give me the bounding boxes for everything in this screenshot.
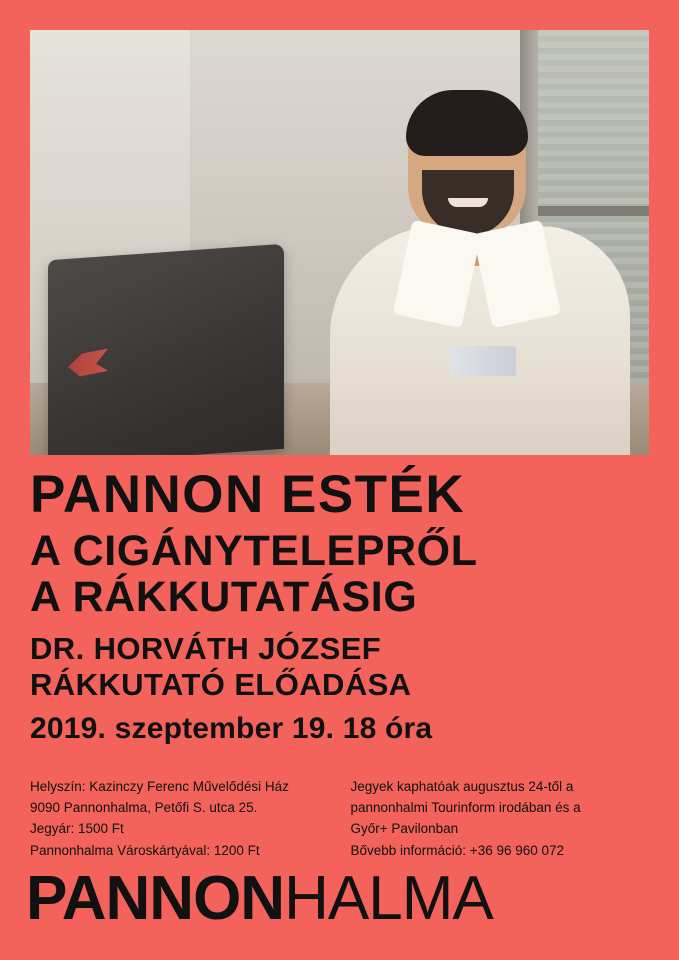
photo-person-hair: [406, 90, 528, 156]
city-wordmark-light: HALMA: [284, 864, 493, 933]
photo-person-smile: [448, 198, 488, 207]
speaker-name: DR. HORVÁTH JÓZSEF: [30, 630, 382, 666]
detail-line: pannonhalmi Tourinform irodában és a: [350, 800, 581, 816]
photo-person-eye-right: [488, 148, 504, 155]
city-wordmark: [26, 864, 654, 933]
detail-line: Pannonhalma Városkártyával: 1200 Ft: [30, 842, 260, 858]
speaker-role: RÁKKUTATÓ ELŐADÁSA: [30, 666, 412, 702]
detail-line: Jegyár: 1500 Ft: [30, 821, 124, 837]
detail-line: Győr+ Pavilonban: [350, 821, 459, 837]
detail-line: 9090 Pannonhalma, Petőfi S. utca 25.: [30, 800, 258, 816]
city-wordmark-bold: PANNON: [26, 864, 285, 933]
event-datetime: 2019. szeptember 19. 18 óra: [30, 712, 433, 746]
event-title-line-1: A CIGÁNYTELEPRŐL: [30, 527, 478, 576]
details-column-tickets: [351, 778, 650, 863]
headline-block: [30, 465, 649, 746]
photo-glass-door-rail: [538, 206, 649, 216]
photo-person-eye-left: [428, 148, 444, 155]
event-series-title: PANNON ESTÉK: [30, 465, 466, 524]
photo-background: [30, 30, 649, 455]
photo-laptop: [48, 244, 284, 455]
photo-coat-badge: [450, 346, 516, 376]
detail-line: Bővebb információ: +36 96 960 072: [350, 842, 565, 858]
detail-line: Jegyek kaphatóak augusztus 24-től a: [350, 779, 574, 794]
details-column-venue: [30, 778, 329, 863]
portrait-photo: [30, 30, 649, 455]
detail-line: Helyszín: Kazinczy Ferenc Művelődési Ház: [30, 779, 289, 794]
event-title-line-2: A RÁKKUTATÁSIG: [30, 573, 418, 622]
details-block: [30, 778, 649, 863]
